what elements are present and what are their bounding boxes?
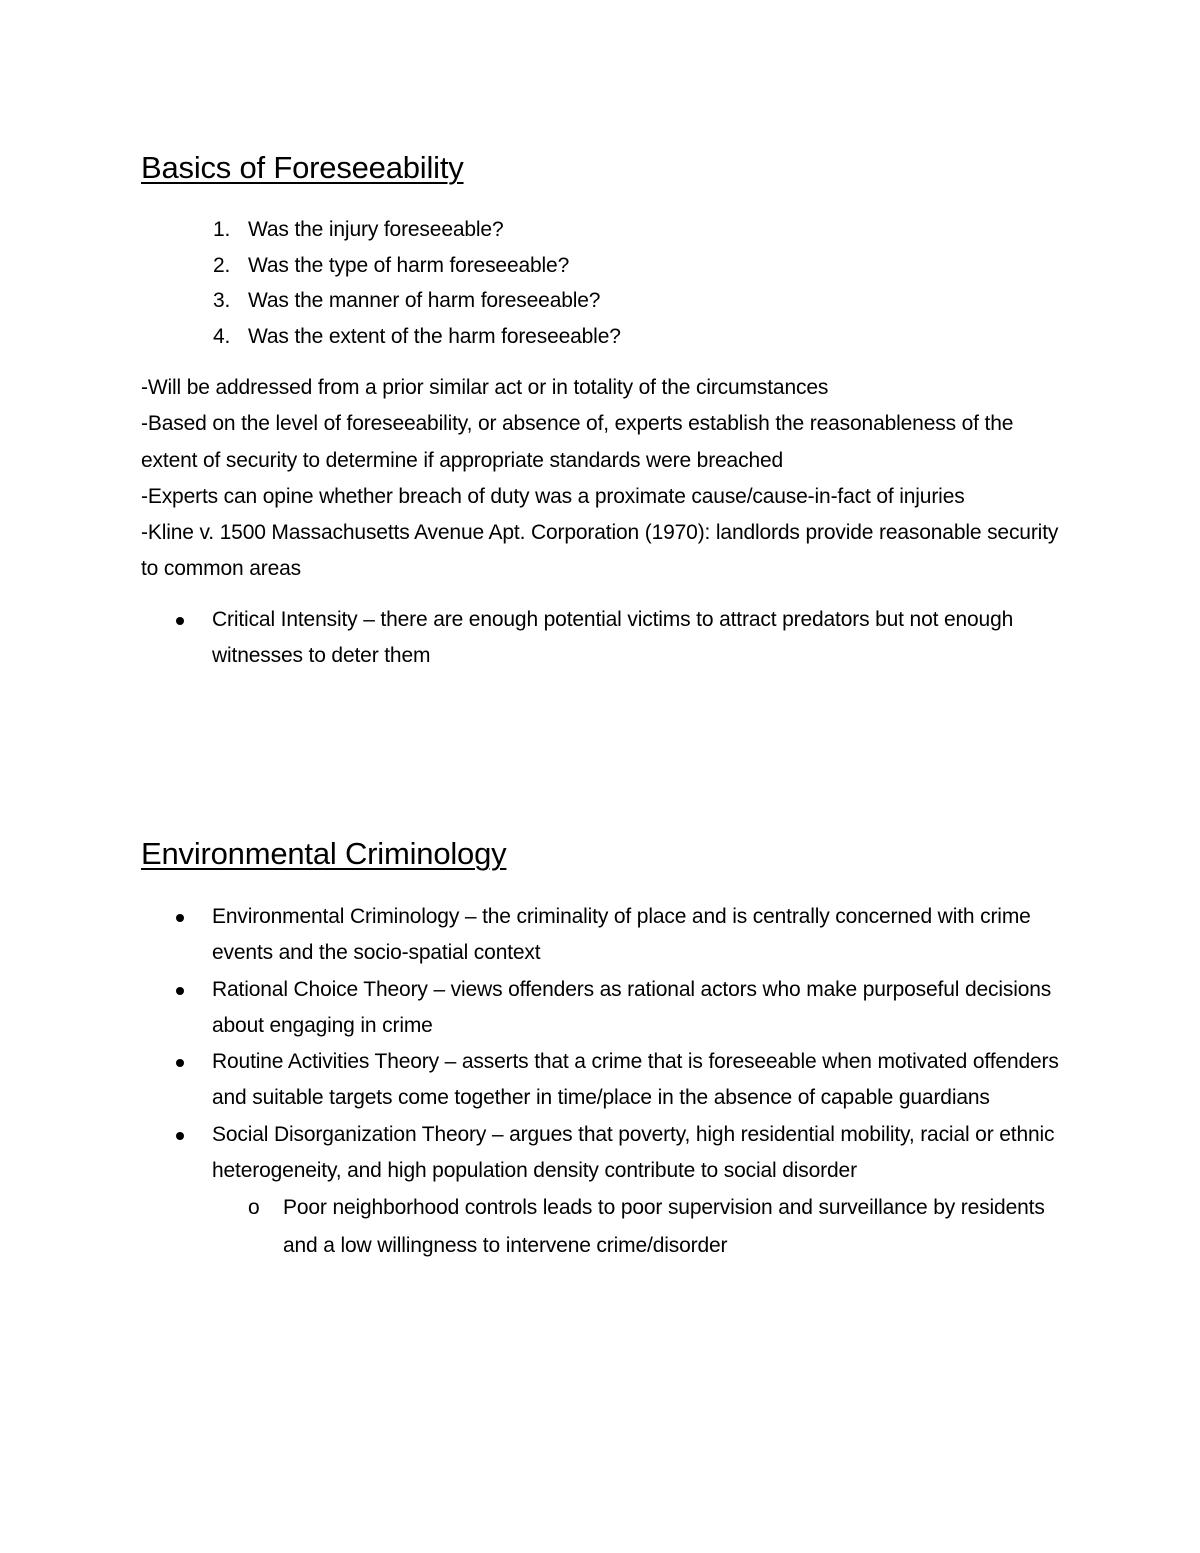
list-item-text: Was the type of harm foreseeable? [248,253,570,277]
bullet-text: Critical Intensity – there are enough potential victims to attract predators but not enough witnesses to deter them [212,607,1014,668]
section-heading: Basics of Foreseeability [141,150,464,185]
bullet-item [141,1044,1066,1117]
list-number: 4. [213,324,231,348]
bullet-dot-icon [176,914,184,922]
section-basics-of-foreseeability [141,148,1066,674]
list-item [141,319,1066,355]
bullet-text: Routine Activities Theory – asserts that a crime that is foreseeable when motivated offenders and suitable targets come together in time/place in the absence of capable guardians [212,1050,1059,1110]
paragraph: -Will be addressed from a prior similar act or in totality of the circumstances [141,376,829,399]
section-heading: Environmental Criminology [141,836,507,871]
list-item-text: Was the extent of the harm foreseeable? [248,324,621,348]
bullet-item [141,899,1066,972]
list-item-text: Was the manner of harm foreseeable? [248,289,601,312]
list-item [141,283,1066,319]
bullet-item [141,972,1066,1045]
paragraph: -Based on the level of foreseeability, or absence of, experts establish the reasonableness of the extent of security to determine if appropriate standards were breached [141,412,1014,472]
numbered-list [141,212,1066,354]
list-item [141,248,1066,284]
list-number: 1. [213,218,231,241]
bullet-list [141,899,1066,1264]
bullet-item [141,1117,1066,1265]
bullet-item [141,602,1066,675]
sub-bullet-item [141,1189,1066,1264]
bullet-text: Environmental Criminology – the criminality of place and is centrally concerned with crime events and the socio-spatial context [212,905,1031,965]
hollow-circle-bullet-icon: o [248,1196,260,1220]
paragraph: -Kline v. 1500 Massachusetts Avenue Apt. Corporation (1970): landlords provide reasonable security to common areas [141,521,1059,581]
sub-bullet-text: Poor neighborhood controls leads to poor supervision and surveillance by residents and a low willingness to intervene crime/disorder [283,1196,1045,1257]
list-item-text: Was the injury foreseeable? [248,218,504,241]
sub-bullet-list [212,1189,1066,1264]
bullet-list [141,602,1066,675]
list-number: 2. [213,253,231,277]
paragraph: -Experts can opine whether breach of duty was a proximate cause/cause-in-fact of injuries [141,484,965,508]
notes-paragraphs [141,370,1066,588]
bullet-dot-icon [176,987,184,995]
section-environmental-criminology [141,834,1066,1264]
bullet-text: Rational Choice Theory – views offenders as rational actors who make purposeful decisions about engaging in crime [212,977,1052,1037]
bullet-dot-icon [176,1059,184,1067]
bullet-dot-icon [176,1132,184,1140]
bullet-dot-icon [176,617,184,625]
list-number: 3. [213,289,231,312]
list-item [141,212,1066,248]
bullet-text: Social Disorganization Theory – argues that poverty, high residential mobility, racial or ethnic heterogeneity, and high population density contribute to social disorder [212,1122,1055,1183]
